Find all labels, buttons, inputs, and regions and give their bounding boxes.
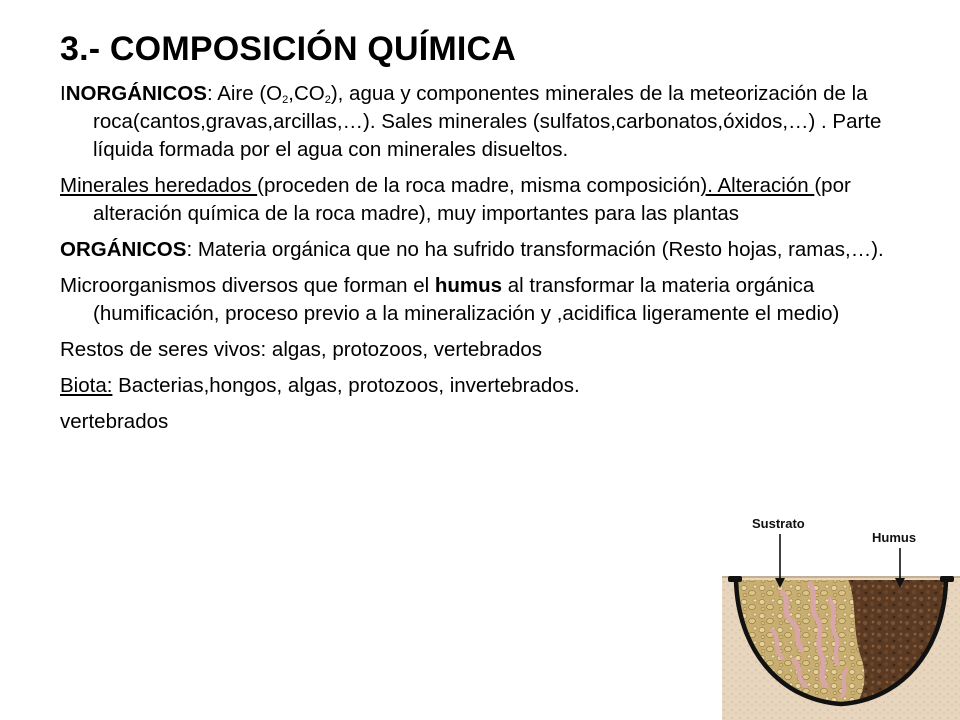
- label-humus: Humus: [872, 530, 917, 545]
- inorganicos-label: NORGÁNICOS: [65, 82, 207, 105]
- paragraph-inorganicos: [60, 80, 910, 164]
- microorganismos-text-2: al transformar la materia orgánica (humificación, proceso previo a la mineralización y ,acidifica ligeramente el medio): [93, 274, 840, 325]
- alteracion-label: ). Alteración: [700, 174, 815, 197]
- inorganicos-text-1: : Aire (O: [206, 82, 283, 105]
- organicos-label: ORGÁNICOS: [60, 238, 187, 261]
- soil-illustration: [722, 500, 960, 720]
- microorganismos-text-1: Microorganismos diversos que forman el: [60, 274, 435, 297]
- paragraph-biota: [60, 372, 910, 400]
- inorganicos-first-letter: I: [60, 82, 66, 105]
- soil-diagram: [722, 500, 960, 720]
- minerales-heredados-label: Minerales heredados: [60, 174, 258, 197]
- paragraph-organicos: [60, 236, 910, 264]
- paragraph-microorganismos: [60, 272, 910, 328]
- paragraph-restos: Restos de seres vivos: algas, protozoos, vertebrados: [60, 338, 542, 361]
- inorganicos-text-2: ,CO: [288, 82, 325, 105]
- subscript-o2: 2: [282, 94, 289, 106]
- inorganicos-text-3: ), agua y componentes minerales de la meteorización de la roca(cantos,gravas,arcillas,…). Sales minerales (sulfatos,carbonatos,óxidos,…) . Parte líquida formada por el agua con minerales disueltos.: [93, 82, 882, 161]
- alteracion-text: (por alteración química de la roca madre), muy importantes para las plantas: [93, 174, 851, 225]
- sky-area: [722, 500, 960, 576]
- slide-title: 3.- COMPOSICIÓN QUÍMICA: [60, 30, 517, 68]
- label-sustrato: Sustrato: [752, 516, 805, 531]
- minerales-heredados-text: (proceden de la roca madre, misma composición: [257, 174, 701, 197]
- humus-term: humus: [434, 274, 503, 297]
- biota-text: Bacterias,hongos, algas, protozoos, invertebrados.: [112, 374, 580, 397]
- slide-body: [60, 80, 910, 444]
- paragraph-minerales: [60, 172, 910, 228]
- subscript-co2: 2: [324, 94, 331, 106]
- paragraph-vertebrados: vertebrados: [60, 410, 169, 433]
- organicos-text: : Materia orgánica que no ha sufrido transformación (Resto hojas, ramas,…).: [186, 238, 884, 261]
- biota-label: Biota:: [60, 374, 113, 397]
